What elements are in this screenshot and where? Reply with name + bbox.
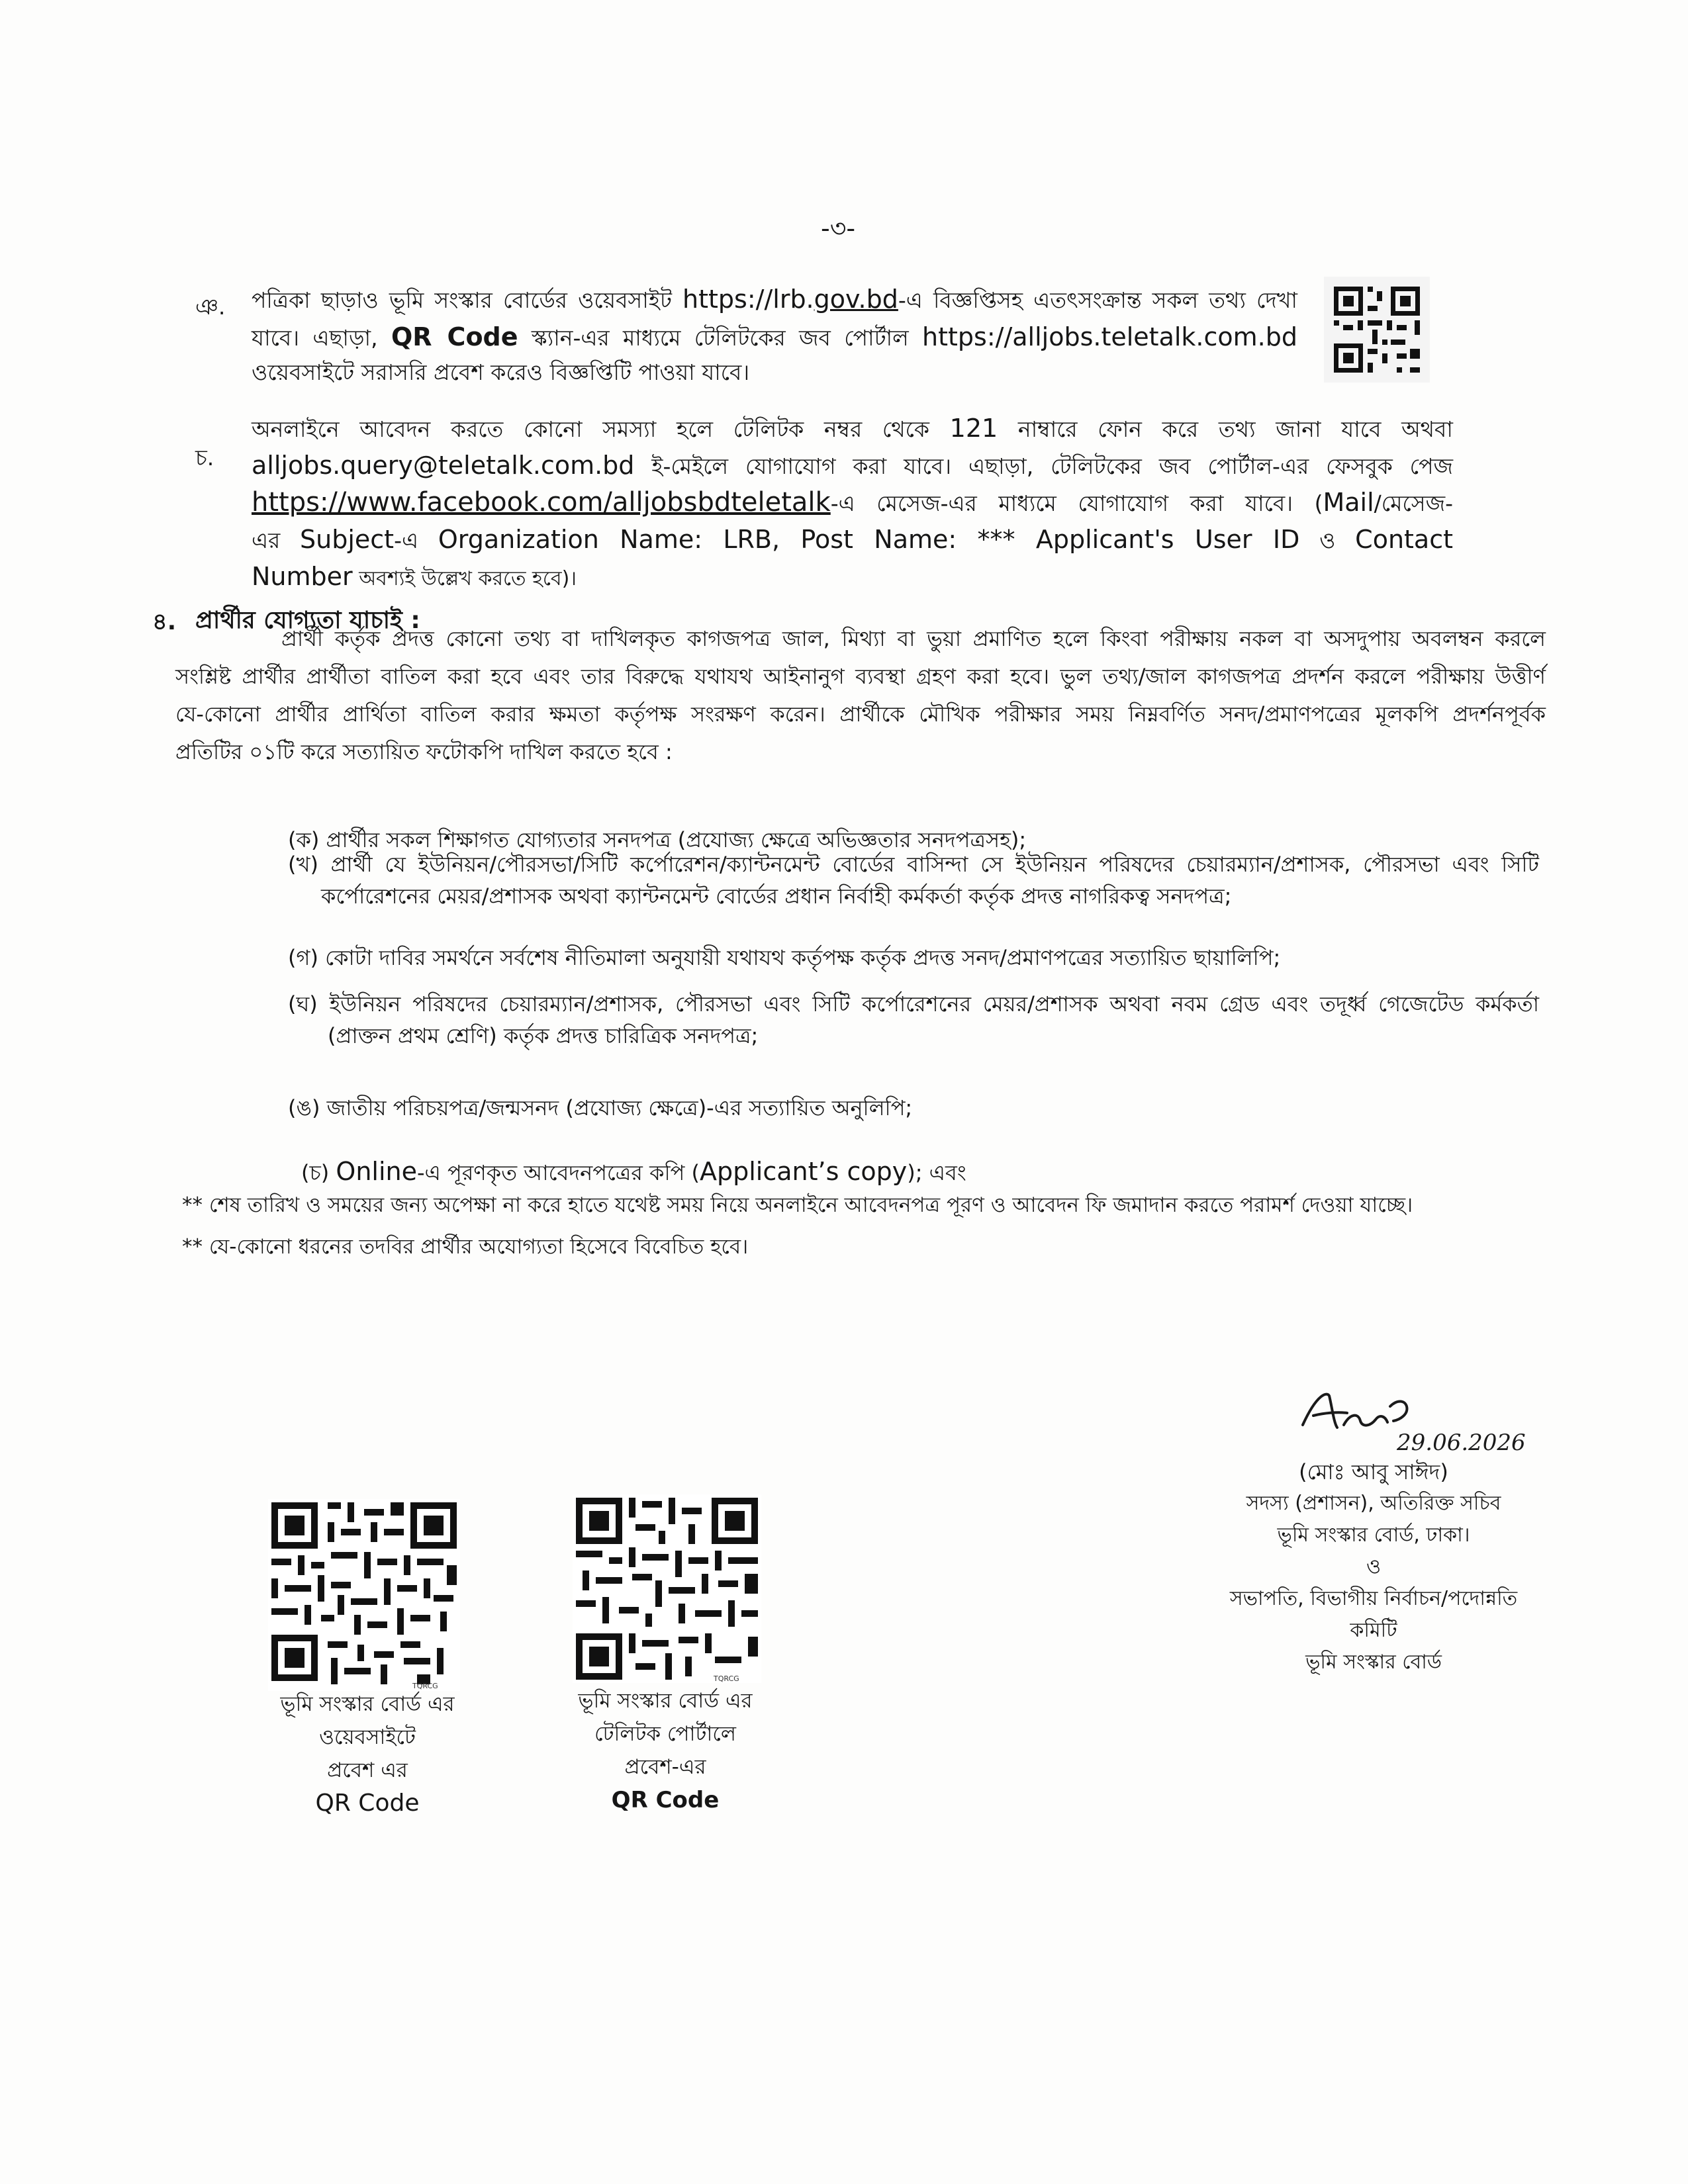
handwritten-signature — [1297, 1387, 1526, 1463]
website-qr-caption-line-1: ভূমি সংস্কার বোর্ড এর — [280, 1692, 455, 1716]
doc-list-item-ga: (গ) কোটা দাবির সমর্থনে সর্বশেষ নীতিমালা অনুযায়ী যথাযথ কর্তৃপক্ষ কর্তৃক প্রদত্ত সনদ/প্রমাণপত্রের সত্যায়িত ছায়ালিপি; — [288, 945, 1281, 970]
query-email-link[interactable]: alljobs.query@teletalk.com.bd — [252, 451, 635, 480]
doc-list-item-kha-line-2: কর্পোরেশনের মেয়র/প্রশাসক অথবা ক্যান্টনমেন্ট বোর্ডের প্রধান নির্বাহী কর্মকর্তা কর্তৃক প্রদত্ত নাগরিকত্ব সনদপত্র; — [321, 884, 1232, 909]
handwritten-date: 29.06.2026 — [1397, 1430, 1526, 1456]
doc-list-item-ka: (ক) প্রার্থীর সকল শিক্ষাগত যোগ্যতার সনদপত্র (প্রযোজ্য ক্ষেত্রে অভিজ্ঞতার সনদপত্রসহ); — [288, 827, 1027, 852]
signatory-designation: সদস্য (প্রশাসন), অতিরিক্ত সচিব — [1246, 1492, 1501, 1515]
qr-tag-label: TQRCG — [714, 1674, 739, 1683]
note-lobbying: ** যে-কোনো ধরনের তদবির প্রার্থীর অযোগ্যতা হিসেবে বিবেচিত হবে। — [182, 1235, 749, 1259]
section-4-para-line-4: প্রতিটির ০১টি করে সত্যায়িত ফটোকপি দাখিল করতে হবে : — [175, 739, 673, 764]
teletalk-qr-code — [573, 1494, 761, 1683]
website-qr-caption-line-2: ওয়েবসাইটে — [319, 1725, 416, 1749]
top-qr-code — [1324, 277, 1430, 383]
doc-list-item-umo: (ঙ) জাতীয় পরিচয়পত্র/জন্মসনদ (প্রযোজ্য ক্ষেত্রে)-এর সত্যায়িত অনুলিপি; — [288, 1095, 913, 1120]
signatory-and: ও — [1366, 1555, 1382, 1578]
website-qr-caption-line-4: QR Code — [315, 1790, 420, 1817]
doc-list-item-gha — [288, 988, 1539, 1052]
note-deadline: ** শেষ তারিখ ও সময়ের জন্য অপেক্ষা না করে হাতে যথেষ্ট সময় নিয়ে অনলাইনে আবেদনপত্র পূরণ ও আবেদন ফি জমাদান করতে পরামর্শ দেওয়া যাচ্ছে। — [182, 1193, 1413, 1217]
qr-tag-label: TQRCG — [412, 1682, 438, 1690]
section-4-para-line-1: প্রার্থী কর্তৃক প্রদত্ত কোনো তথ্য বা দাখিলকৃত কাগজপত্র জাল, মিথ্যা বা ভুয়া প্রমাণিত হলে কিংবা পরীক্ষায় নকল বা অসদুপায় অবলম্বন করলে — [281, 626, 1546, 651]
teletalk-portal-link[interactable]: https://alljobs.teletalk.com.bd — [922, 322, 1297, 351]
website-qr-caption — [248, 1688, 487, 1820]
lrb-website-link[interactable]: https://lrb. — [682, 285, 814, 314]
notes-block — [182, 1185, 1413, 1268]
doc-list-item-kha-line-1: (খ) প্রার্থী যে ইউনিয়ন/পৌরসভা/সিটি কর্পোরেশন/ক্যান্টনমেন্ট বোর্ডের বাসিন্দা সে ইউনিয়ন পরিষদের চেয়ারম্যান/প্রশাসক, পৌরসভা এবং সিটি — [288, 852, 1539, 877]
section-4-para-line-3: যে-কোনো প্রার্থীর প্রার্থিতা বাতিল করার ক্ষমতা কর্তৃপক্ষ সংরক্ষণ করেন। প্রার্থীকে মৌখিক পরীক্ষার সময় নিম্নবর্ণিত সনদ/প্রমাণপত্রের মূলকপি প্রদর্শনপূর্বক — [175, 702, 1546, 727]
item-cha-line-2: alljobs.query@teletalk.com.bd ই-মেইলে যোগাযোগ করা যাবে। এছাড়া, টেলিটকের জব পোর্টাল-এর ফেসবুক পেজ — [252, 451, 1453, 480]
section-4-number: ৪. — [152, 609, 177, 635]
lrb-website-link-domain[interactable]: gov.bd — [814, 285, 898, 314]
doc-list-item-gha-line-2: (প্রাক্তন প্রথম শ্রেণি) কর্তৃক প্রদত্ত চারিত্রিক সনদপত্র; — [328, 1023, 759, 1048]
teletalk-qr-caption-line-3: প্রবেশ-এর — [624, 1755, 706, 1779]
item-cha-line-5: Number অবশ্যই উল্লেখ করতে হবে)। — [252, 562, 577, 591]
item-nga-text — [252, 281, 1297, 389]
page-number: -৩- — [821, 214, 856, 243]
signatory-block — [1158, 1456, 1589, 1678]
teletalk-qr-caption-line-2: টেলিটক পোর্টালে — [594, 1722, 736, 1746]
teletalk-qr-caption — [543, 1684, 788, 1817]
doc-list-item-kha — [288, 848, 1539, 912]
item-nga-line-1: পত্রিকা ছাড়াও ভূমি সংস্কার বোর্ডের ওয়েবসাইট https://lrb.gov.bd-এ বিজ্ঞপ্তিসহ এতৎসংক্রান্ত সকল তথ্য দেখা — [252, 285, 1297, 314]
item-nga-line-2: যাবে। এছাড়া, QR Code স্ক্যান-এর মাধ্যমে টেলিটকের জব পোর্টাল https://alljobs.teletalk.com.bd — [252, 322, 1297, 351]
signatory-name: (মোঃ আবু সাঈদ) — [1299, 1459, 1448, 1484]
item-marker-cha: চ. — [195, 445, 214, 471]
item-cha-text — [252, 410, 1453, 597]
signatory-board: ভূমি সংস্কার বোর্ড — [1305, 1651, 1442, 1674]
item-cha-line-1: অনলাইনে আবেদন করতে কোনো সমস্যা হলে টেলিটক নম্বর থেকে 121 নাম্বারে ফোন করে তথ্য জানা যাবে অথবা — [252, 414, 1453, 443]
section-4-para-line-2: সংশ্লিষ্ট প্রার্থীর প্রার্থীতা বাতিল করা হবে এবং তার বিরুদ্ধে যথাযথ আইনানুগ ব্যবস্থা গ্রহণ করা হবে। ভুল তথ্য/জাল কাগজপত্র প্রদর্শন করলে পরীক্ষায় উত্তীর্ণ — [175, 664, 1546, 689]
item-nga-line-3: ওয়েবসাইটে সরাসরি প্রবেশ করেও বিজ্ঞপ্তিটি পাওয়া যাবে। — [252, 359, 750, 385]
section-4-title: প্রার্থীর যোগ্যতা যাচাই : — [195, 607, 420, 634]
signatory-office: ভূমি সংস্কার বোর্ড, ঢাকা। — [1277, 1524, 1470, 1547]
teletalk-qr-caption-line-4: QR Code — [611, 1787, 720, 1813]
item-cha-line-4: এর Subject-এ Organization Name: LRB, Post Name: *** Applicant's User ID ও Contact — [252, 525, 1453, 554]
doc-list-item-cha: (চ) Online-এ পূরণকৃত আবেদনপত্রের কপি (Applicant’s copy); এবং — [301, 1157, 966, 1186]
website-qr-caption-line-3: প্রবেশ এর — [327, 1758, 408, 1782]
website-qr-code — [268, 1499, 460, 1691]
item-marker-nga: ঞ. — [195, 294, 226, 320]
signatory-committee: কমিটি — [1350, 1619, 1397, 1642]
section-4-paragraph — [175, 620, 1546, 771]
facebook-page-link[interactable]: https://www.facebook.com/alljobsbdteletalk — [252, 487, 831, 518]
doc-list-item-gha-line-1: (ঘ) ইউনিয়ন পরিষদের চেয়ারম্যান/প্রশাসক, পৌরসভা এবং সিটি কর্পোরেশনের মেয়র/প্রশাসক অথবা নবম গ্রেড এবং তদূর্ধ্ব গেজেটেড কর্মকর্তা — [288, 991, 1539, 1017]
teletalk-qr-caption-line-1: ভূমি সংস্কার বোর্ড এর — [578, 1689, 753, 1713]
item-cha-line-3: https://www.facebook.com/alljobsbdteletalk-এ মেসেজ-এর মাধ্যমে যোগাযোগ করা যাবে। (Mail/মেসেজ- — [252, 487, 1453, 518]
signatory-committee-role: সভাপতি, বিভাগীয় নির্বাচন/পদোন্নতি — [1229, 1587, 1518, 1610]
